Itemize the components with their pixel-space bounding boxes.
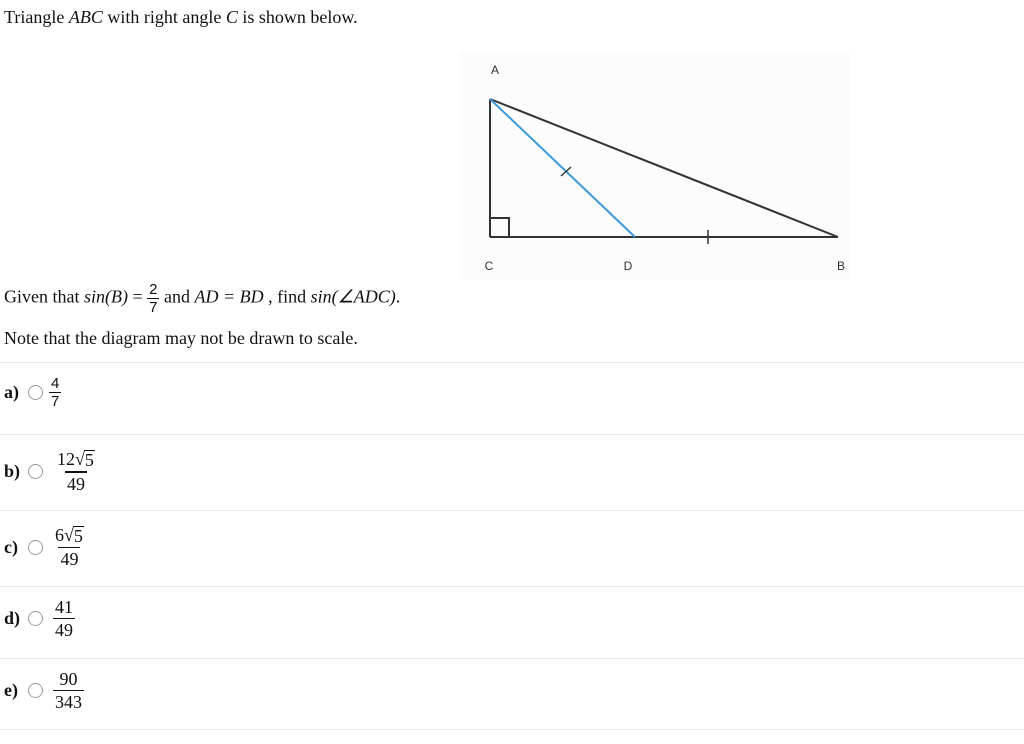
triangle-name: ABC <box>68 7 103 27</box>
divider <box>0 586 1024 587</box>
vertex-label-c: C <box>484 259 494 273</box>
divider <box>0 658 1024 659</box>
fraction-denominator: 49 <box>60 549 79 569</box>
vertex-label-b: B <box>836 259 846 273</box>
choice-fraction <box>55 450 97 493</box>
numerator-coefficient: 6 <box>55 525 64 545</box>
choice-letter: c) <box>4 536 18 557</box>
fraction-numerator: 41 <box>55 597 73 617</box>
radio-button[interactable] <box>28 385 43 400</box>
choice-fraction <box>53 670 84 711</box>
choice-b[interactable] <box>4 450 97 493</box>
equals-sign: = <box>127 286 148 307</box>
choice-c[interactable] <box>4 526 86 568</box>
choice-d[interactable] <box>4 598 75 639</box>
given-statement <box>4 282 400 315</box>
question-intro <box>4 7 358 28</box>
fraction-numerator: 90 <box>59 669 78 689</box>
divider <box>0 510 1024 511</box>
given-text: Given that <box>4 286 84 307</box>
choice-fraction <box>53 598 75 639</box>
choice-letter: a) <box>4 382 19 402</box>
radicand: 5 <box>84 450 94 470</box>
fraction-numerator <box>55 450 97 471</box>
sin-b-expression: sin(B) <box>83 286 128 307</box>
given-text: , find <box>263 286 311 307</box>
fraction-numerator: 4 <box>51 375 60 392</box>
radio-button[interactable] <box>28 683 43 698</box>
radio-button[interactable] <box>28 464 43 479</box>
radio-button[interactable] <box>28 611 43 626</box>
scale-note: Note that the diagram may not be drawn to scale. <box>4 328 358 348</box>
square-root <box>75 450 95 469</box>
vertex-label-a: A <box>490 63 500 77</box>
numerator-coefficient: 12 <box>57 449 75 469</box>
choice-e[interactable] <box>4 670 84 711</box>
choice-fraction <box>49 376 61 409</box>
choice-fraction <box>53 526 86 568</box>
intro-text: with right angle <box>102 7 226 27</box>
radio-button[interactable] <box>28 540 43 555</box>
fraction-numerator <box>53 526 86 547</box>
given-text: . <box>395 286 401 307</box>
sin-b-fraction <box>147 282 159 315</box>
given-text: and <box>163 286 195 307</box>
target-expression: sin(∠ADC) <box>310 286 396 307</box>
divider <box>0 362 1024 363</box>
square-root <box>64 526 84 545</box>
divider <box>0 434 1024 435</box>
choice-letter: d) <box>4 608 21 628</box>
radical-sign: √ <box>64 525 74 545</box>
divider <box>0 729 1024 730</box>
fraction-denominator: 49 <box>55 620 73 640</box>
fraction-numerator: 2 <box>149 281 158 298</box>
radical-sign: √ <box>75 449 85 469</box>
point-label-d: D <box>623 259 633 273</box>
diagram-background <box>460 52 850 280</box>
fraction-denominator: 7 <box>51 393 60 410</box>
triangle-diagram <box>460 52 850 280</box>
right-angle-vertex: C <box>225 7 238 27</box>
intro-text: Triangle <box>4 7 69 27</box>
radicand: 5 <box>73 526 83 546</box>
choice-letter: e) <box>4 680 18 700</box>
fraction-denominator: 7 <box>149 299 158 316</box>
choice-a[interactable] <box>4 376 61 409</box>
fraction-denominator: 49 <box>65 471 87 493</box>
intro-text: is shown below. <box>237 7 358 27</box>
ad-equals-bd: AD = BD <box>194 286 264 307</box>
choice-letter: b) <box>4 461 21 481</box>
fraction-denominator: 343 <box>55 692 82 712</box>
